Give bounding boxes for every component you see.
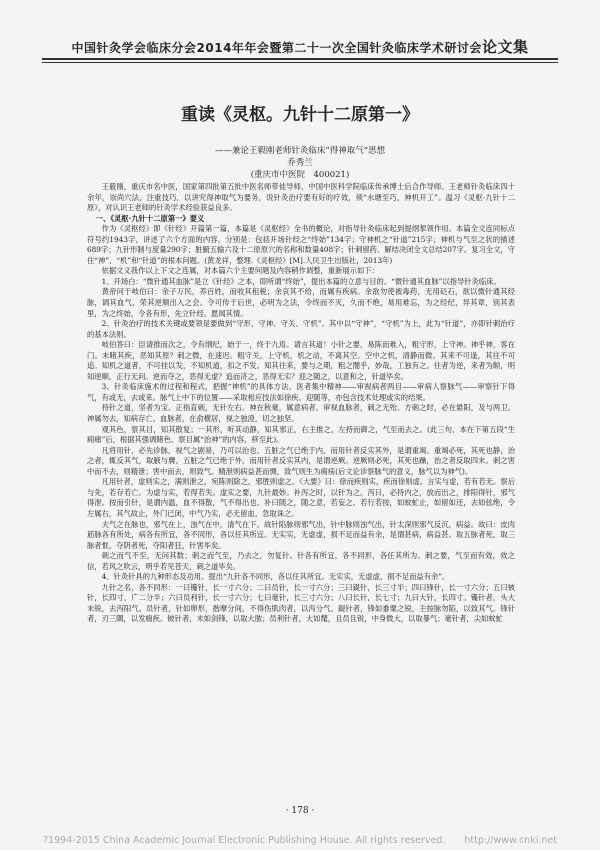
body-paragraph: 观其色，察其目，知其散复；一其形，听其动静，知其邪正，右主推之，左持而御之，气至而去之。(此三句，本在下第五段“生痈痛”后，根据其强调睹色、察目属“治神”的内容，移至此)。 xyxy=(87,424,515,445)
body-paragraph: 3、针灸临床施术的过程和程式，把握“神机”的具体方法。医者集中精神——审视病者两目——审病人察脉气——审察针下得气，有或无，去或来。脉气上中下的位置——采取相应技法如徐疾、迎随等，亦包含技术处理或实的结果。 xyxy=(87,382,515,402)
body-paragraph: 岐伯答曰：臣请推而次之，令有纲纪，始于一，终于九焉。请言其道！小针之要，易陈而难入，粗守形，上守神。神乎神，客在门。未睹其疾，恶知其原？刺之微，在速迟。粗守关，上守机，机之动，不离其空。空中之机，清静而微。其来不可逢，其往不可追。知机之道者，不可挂以发，不知机道，扣之不发。知其往来，要与之期，粗之闇乎，妙哉，工独有之。往者为逆，来者为顺，明知逆顺，正行无问。逆而夺之，恶得无虚？追而济之，恶得无实？迎之随之，以意和之，针道毕矣。 xyxy=(87,340,515,381)
body-paragraph: 1、开场白：“微针通其血脉”是立《针经》之本，即所谓“终始”，提出本篇的立意与目的。“微针通其血脉”以指导针灸临床。 xyxy=(101,276,501,286)
body-paragraph: 4、针灸针具的九种形态及功用。提出“九针各不同形，各以任其所宜。无实实，无虚虚，损不足而益有余”。 xyxy=(101,572,450,582)
page-number: · 178 · xyxy=(285,806,315,816)
journal-name: 中国针灸学会临床分会2014年年会暨第二十一次全国针灸临床学术研讨会 xyxy=(71,41,482,55)
section-heading: 一、《灵枢·九针十二原第一》要义 xyxy=(95,213,205,223)
body-paragraph: 2、针灸治疗的技术关键或要领是要做到“守形、守神、守关、守机”。其中以“守神”，“守机”为上，此为“针道”，亦即针刺治疗的基本法则。 xyxy=(87,319,515,339)
header-rule-thin xyxy=(42,62,558,63)
journal-suffix: 论文集 xyxy=(481,38,529,56)
body-paragraph: 凡将用针，必先诊脉，视气之剧易，乃可以治也。五脏之气已绝于内，而用针者反实其外，是谓重竭。重竭必死，其死也静，治之者，辄反其气，取腋与膺。五脏之气已绝于外，而用针者反实其内，是谓逆厥。逆厥则必死，其死也躁，治之者反取四末。刺之害中而不去，则精泄；害中而去，则致气。精泄则病益甚而惆，致气则生为痈疡(后文论诊察脉气的意义，脉气以为神气)。 xyxy=(87,445,515,476)
body-paragraph: 作为《灵枢经》即《针经》开篇第一篇，本篇是《灵枢经》全书的概论，对指导针灸临床起到提纲挈领作用。本篇全文连同标点符号约1943字，讲述了六个方面的内容。分别是：包括开场针经之“终始”134字；守神机之“针道”215字；神机与气至之状的描述689字；九针形制与度量290字；脏腑五输六及十二原原穴的名称和数量408字；针刺留药、解结决闭全文总结207字。复习全文，守住“神”、“机”和“针道”的根本问题。(黄龙祥，整理.《灵枢经》[M].人民卫生出版社，2013年) xyxy=(87,224,515,265)
author-name: 乔秀兰 xyxy=(287,158,313,168)
body-paragraph: 依据文义我作以上下文之连属，对本篇六个主要问题及内容稍作调整，重新展示如下： xyxy=(101,266,379,276)
body-paragraph: 刺之而气不至，无问其数；刺之而气至，乃去之，勿复针。针各有所宜，各不同形，各任其所为。刺之要，气至而有效，效之信，若风之吹云，明乎若见苍天，刺之道毕矣。 xyxy=(87,551,515,571)
running-header xyxy=(0,36,600,57)
article-title: 重读《灵枢。九针十二原第一》 xyxy=(181,105,419,125)
copyright-footer: ?1994-2015 China Academic Journal Electronic Publishing House. All rights reserved. http://www.cnki.net xyxy=(43,835,557,846)
header-rule-thick xyxy=(42,58,558,60)
article-subtitle: ——兼论王毅刚老师针灸临床“得神取气”思想 xyxy=(214,146,386,156)
body-paragraph: 九针之名，各不同形：一曰镵针，长一寸六分；二曰员针，长一寸六分；三曰鍉针，长三寸半；四曰锋针，长一寸六分；五曰铍针，长四寸，广二分半；六曰员利针，长一寸六分；七曰毫针，长三寸六分；八曰长针，长七寸；九曰大针，长四寸。镵针者，头大末锐，去泻阳气。员针者，针如卵形，揩摩分间，不得伤肌肉者，以泻分气。鍉针者，锋如黍粟之锐，主按脉勿陷，以致其气。锋针者，刃三隅，以发痼疾。铍针者，末如剑锋，以取大脓；员利针者，大如氂，且员且锐，中身微大，以取暴气；毫针者，尖如蚊虻 xyxy=(87,582,515,624)
body-paragraph: 持针之道，坚者为宝。正指直刺，无针左右。神在秋毫，属意病者。审视血脉者，刺之无殆。方刺之时，必在悬阳，及与两卫。神属勿去，知病存亡。血脉者，在俞横居，视之独澄，切之独坚。 xyxy=(87,403,515,424)
body-paragraph: 黄帝问于岐伯曰：余子万民，养百姓，而收其租税；余哀其不给，而属有疾病。余欲勿使被毒药，无用砭石，欲以微针通其经脉，调其血气，荣其逆顺出入之会。令可传于后世，必明为之法，令终而不灭，久而不绝，易用难忘，为之经纪，异其章，别其表里，为之终始，令各有形，先立针经。愿闻其情。 xyxy=(87,287,515,318)
body-paragraph: 凡用针者，虚则实之，满则泄之，宛陈则除之，邪胜则虚之。《大要》曰：徐而疾则实，疾而徐则虚。言实与虚，若有若无。察后与先，若存若亡。为虚与实，若得若失。虚实之要，九针最妙。补泻之时，以针为之。泻曰，必持内之，放而出之，排阳得针，邪气得泄。按而引针，是谓内温，血不得散，气不得出也。补曰随之，随之意，若妄之。若行若按，如蚊虻止，如留如还，去如弦绝，令左属右，其气故止，外门已闭，中气乃实，必无留血，急取诛之。 xyxy=(87,477,515,518)
body-paragraph: 王毅刚，重庆市名中医，国家第四批第五批中医名师带徒导师，中国中医科学院临床传承博士后合作导师。王老师针灸临床四十余年，崇尚穴法，注重技巧，以讲究得神取气为要务，说针灸治疗要有好的疗效，须“水塘至巧，神机开工”。温习《灵枢·九针十二原》，对认识王老师的针灸学术经验获益良多。 xyxy=(87,182,515,213)
article-body xyxy=(87,182,515,794)
author-affiliation: (重庆市中医院 400021) xyxy=(250,170,350,180)
body-paragraph: 夫气之在脉也，邪气在上，浊气在中，清气在下。故针陷脉则邪气出，针中脉则浊气出，针太深则邪气反沉，病益。故曰：皮肉筋脉各有所处，病各有所宜，各不同形，各以任其所宜。无实实，无虚虚，损不足而益有余，是谓甚病，病益甚。取五脉者死，取三脉者恇，夺阴者死，夺阳者狂，针害毕矣。 xyxy=(87,519,515,550)
